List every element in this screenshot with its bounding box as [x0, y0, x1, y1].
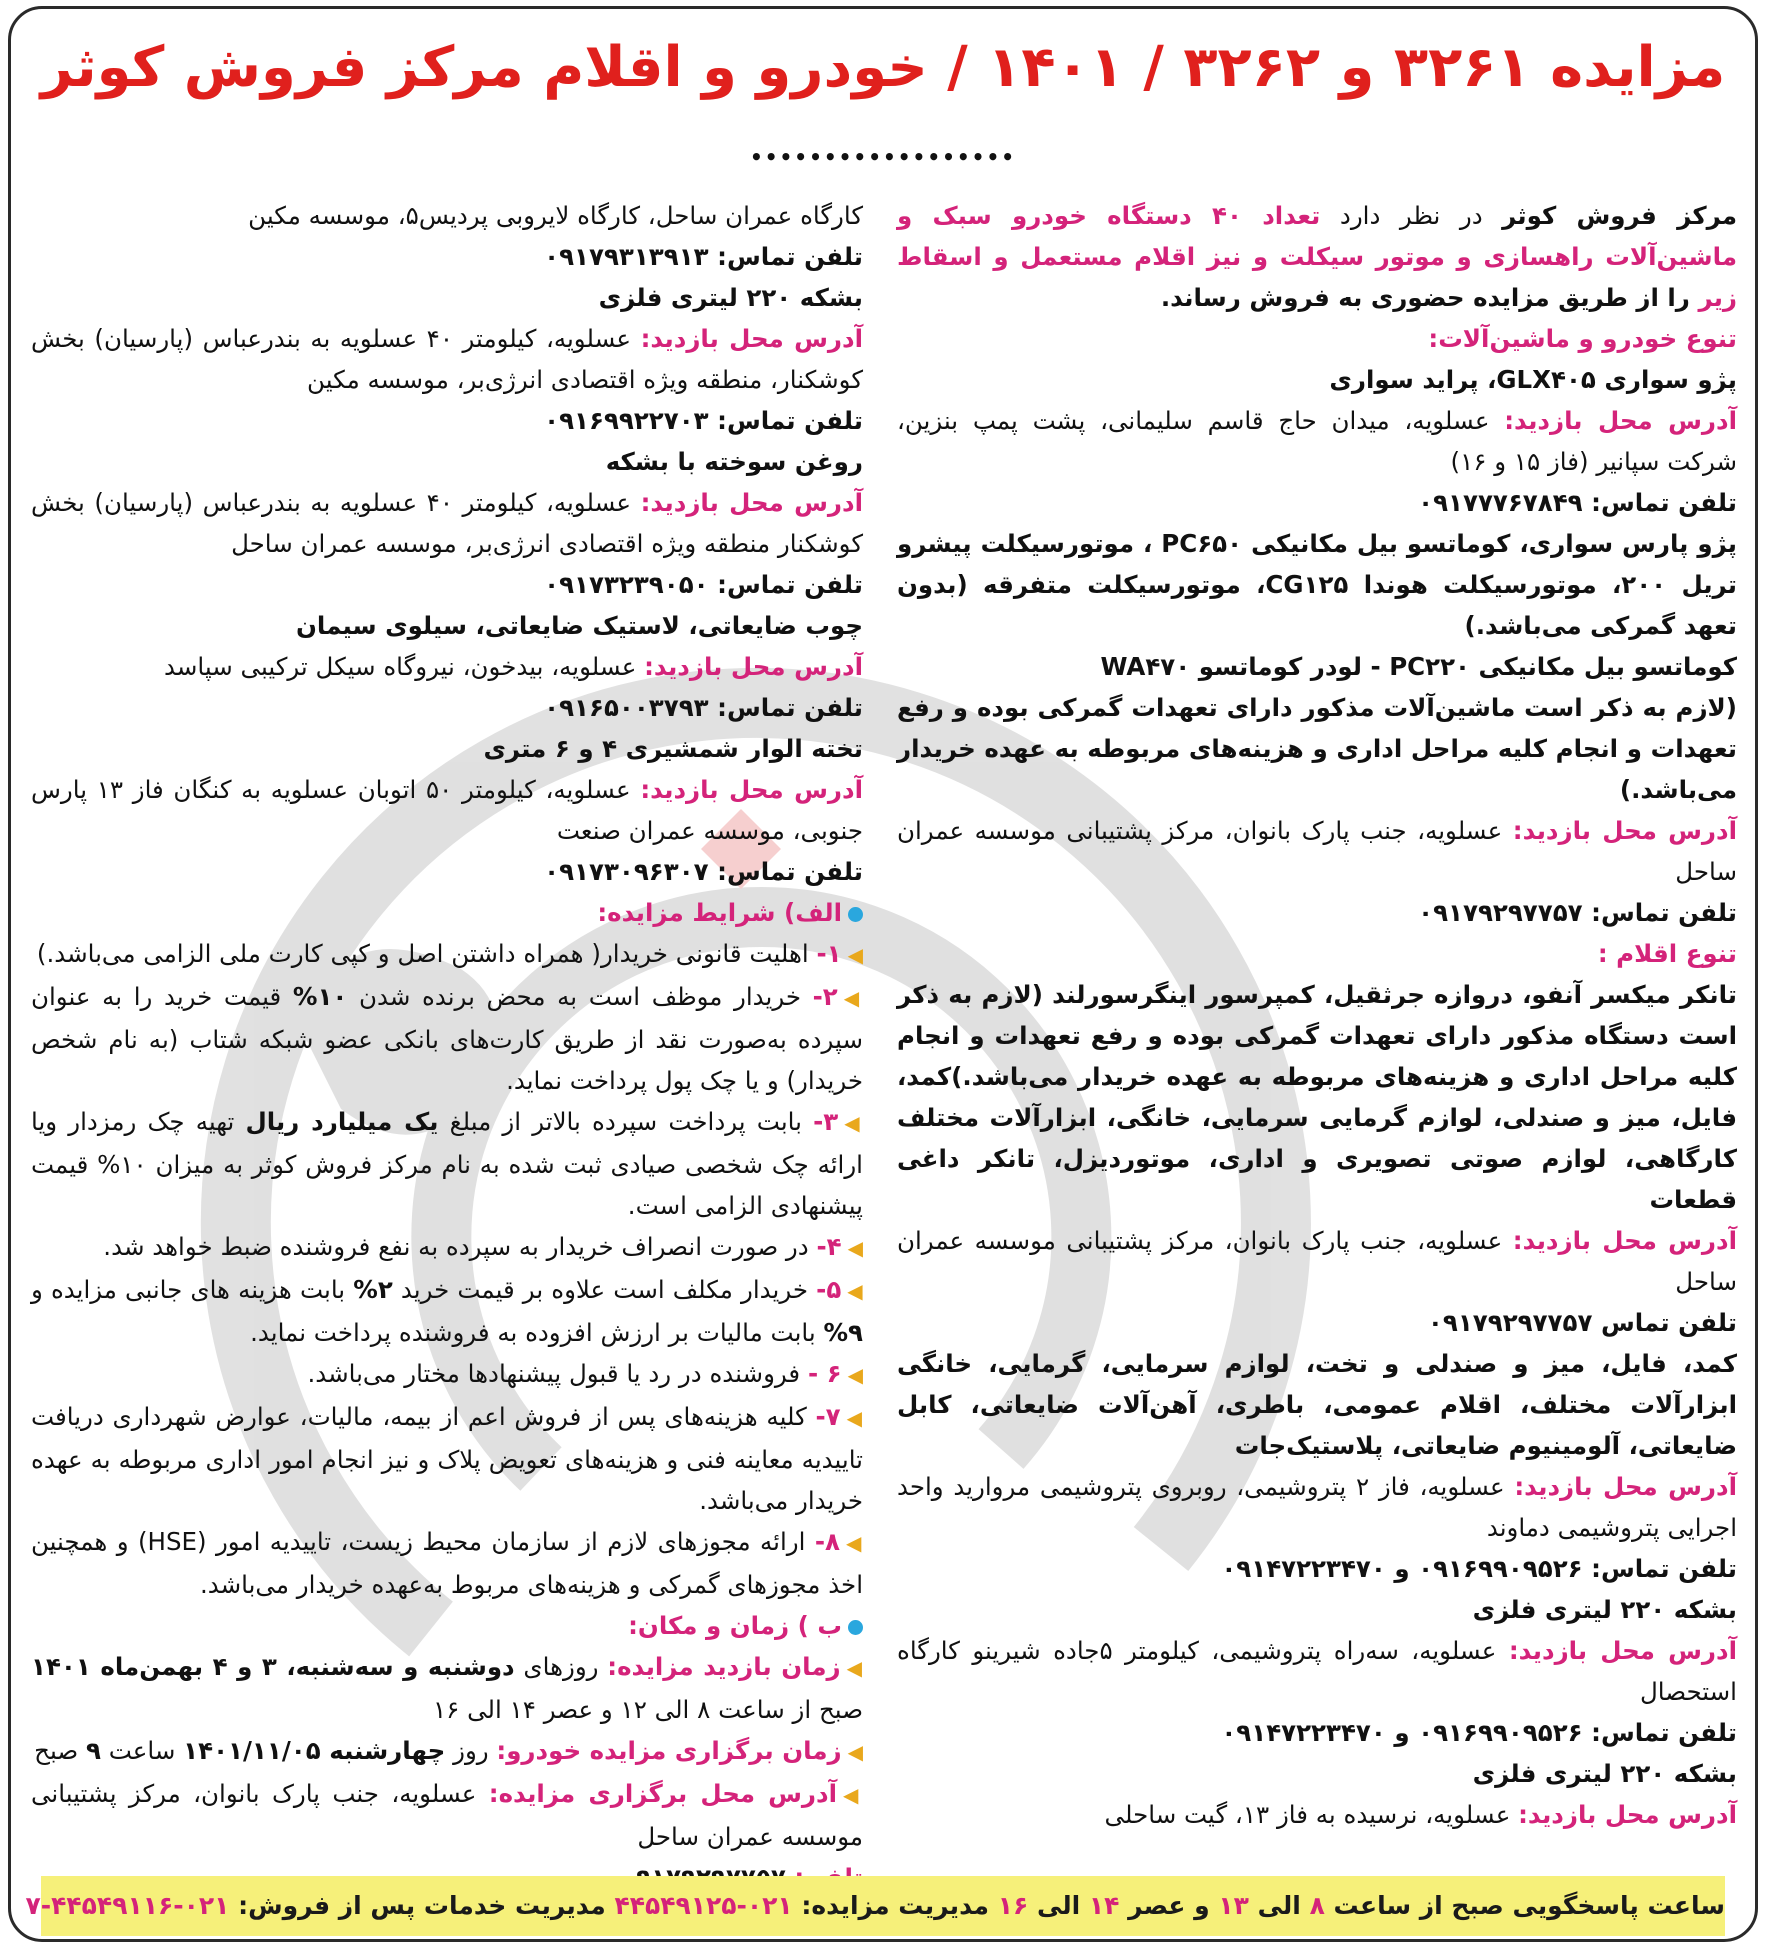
item-group-address: آدرس محل بازدید: عسلویه، کیلومتر ۵۰ اتوبان عسلویه به کنگان فاز ۱۳ پارس جنوبی، موسسه عمران صنعت [31, 775, 863, 845]
vehicle-group-address: آدرس محل بازدید: عسلویه، میدان حاج قاسم سلیمانی، پشت پمپ بنزین، شرکت سپانیر (فاز ۱۵ و ۱۶) [897, 406, 1737, 476]
vehicle-group-title: کوماتسو بیل مکانیکی PC۲۲۰ - لودر کوماتسو WA۴۷۰ [1100, 652, 1737, 681]
triangle-bullet-icon: ◀ [844, 1111, 863, 1135]
intro-lead: مرکز فروش کوثر [1502, 201, 1737, 230]
vehicle-group-note: (لازم به ذکر است ماشین‌آلات مذکور دارای تعهدات گمرکی بوده و رفع تعهدات و انجام کلیه مراحل اداری و هزینه‌های مربوطه به عهده خریدار می‌باشد.) [897, 693, 1737, 804]
condition-item: ◀۸- ارائه مجوزهای لازم از سازمان محیط زیست، تاییدیه امور (HSE) و همچنین اخذ مجوزهای گمرکی و هزینه‌های مربوط به‌عهده خریدار می‌باشد. [31, 1527, 863, 1599]
bullet-dot-icon [848, 1620, 863, 1635]
vehicle-group-phone: تلفن تماس: ۰۹۱۷۹۲۹۷۷۵۷ [1418, 898, 1737, 927]
item-group-address: آدرس محل بازدید: عسلویه، سه‌راه پتروشیمی، کیلومتر ۵جاده شیرینو کارگاه استحصال [897, 1636, 1737, 1706]
item-group-title: چوب ضایعاتی، لاستیک ضایعاتی، سیلوی سیمان [295, 611, 863, 640]
item-group-title: بشکه ۲۲۰ لیتری فلزی [1472, 1759, 1737, 1788]
item-group-title: روغن سوخته با بشکه [605, 447, 863, 476]
page-title: مزایده ۳۲۶۱ و ۳۲۶۲ / ۱۴۰۱ / خودرو و اقلام مرکز فروش کوثر [40, 35, 1726, 100]
condition-item: ◀۶ - فروشنده در رد یا قبول پیشنهادها مختار می‌باشد. [307, 1359, 863, 1388]
intro-paragraph [897, 195, 1737, 318]
item-group-address: آدرس محل بازدید: عسلویه، بیدخون، نیروگاه سیکل ترکیبی سپاسد [163, 652, 863, 681]
item-group-phone: تلفن تماس: ۰۹۱۷۳۲۳۹۰۵۰ [544, 570, 863, 599]
vehicle-group-address: آدرس محل بازدید: عسلویه، جنب پارک بانوان، مرکز پشتیبانی موسسه عمران ساحل [897, 816, 1737, 886]
footer-bar: ساعت پاسخگویی صبح از ساعت ۸ الی ۱۳ و عصر ۱۴ الی ۱۶ مدیریت مزایده: ۰۲۱-۴۴۵۴۹۱۲۵ مدیریت خدمات پس از فروش: ۰۲۱-۴۴۵۴۹۱۱۶-۷ [41, 1876, 1725, 1936]
item-group-address: آدرس محل بازدید: عسلویه، کیلومتر ۴۰ عسلویه به بندرعباس (پارسیان) بخش کوشکنار منطقه ویژه اقتصادی انرژی‌بر، موسسه عمران ساحل [31, 488, 863, 558]
triangle-bullet-icon: ◀ [843, 986, 863, 1010]
triangle-bullet-icon: ◀ [845, 1531, 863, 1555]
item-group-title: کمد، فایل، میز و صندلی و تخت، لوازم سرمایی، گرمایی، خانگی ابزارآلات مختلف، اقلام عمومی، باطری، آهن‌آلات ضایعاتی، کابل ضایعاتی، آلومینیوم ضایعاتی، پلاستیک‌جات [897, 1349, 1737, 1460]
triangle-bullet-icon: ◀ [843, 1783, 863, 1807]
item-group-title: تخته الوار شمشیری ۴ و ۶ متری [483, 734, 863, 763]
item-group-phone: تلفن تماس: ۰۹۱۷۹۳۱۳۹۱۳ [544, 242, 863, 271]
title-divider: •••••••••••••••••• [749, 145, 1017, 169]
right-column [897, 195, 1737, 1845]
schedule-hold: ◀زمان برگزاری مزایده خودرو: روز چهارشنبه ۱۴۰۱/۱۱/۰۵ ساعت ۹ صبح [34, 1736, 863, 1765]
item-group-phone: تلفن تماس: ۰۹۱۶۹۹۲۲۷۰۳ [544, 406, 863, 435]
item-group-title: تانکر میکسر آنفو، دروازه جرثقیل، کمپرسور اینگرسورلند (لازم به ذکر است دستگاه مذکور دارای تعهدات گمرکی بوده و رفع تعهدات و انجام کلیه مراحل اداری و هزینه‌های مربوطه به عهده خریدار می‌باشد.)کمد، فایل، میز و صندلی، لوازم گرمایی سرمایی، خانگی، ابزارآلات مختلف کارگاهی، لوازم صوتی تصویری و اداری، موتوردیزل، تانکر داغی قطعات [897, 980, 1737, 1214]
vehicle-group-title: پژو پارس سواری، کوماتسو بیل مکانیکی PC۶۵۰ ، موتورسیکلت پیشرو تریل ۲۰۰، موتورسیکلت هوندا CG۱۲۵، موتورسیکلت متفرقه (بدون تعهد گمرکی می‌باشد.) [897, 529, 1738, 640]
item-group-address: آدرس محل بازدید: عسلویه، نرسیده به فاز ۱۳، گیت ساحلی [1104, 1800, 1737, 1829]
auction-management-phone: ۰۲۱-۴۴۵۴۹۱۲۵ [614, 1891, 793, 1920]
condition-item: ◀۵- خریدار مکلف است علاوه بر قیمت خرید ۲% بابت هزینه های جانبی مزایده و ۹% بابت مالیات بر ارزش افزوده به فروشنده پرداخت نماید. [31, 1275, 863, 1347]
vehicle-group-title: پژو سواری GLX۴۰۵، پراید سواری [1329, 365, 1737, 394]
schedule-place: ◀آدرس محل برگزاری مزایده: عسلویه، جنب پارک بانوان، مرکز پشتیبانی موسسه عمران ساحل [31, 1779, 863, 1851]
vehicle-group-phone: تلفن تماس: ۰۹۱۷۷۷۶۷۸۴۹ [1418, 488, 1737, 517]
schedule-heading: ب ) زمان و مکان: [31, 1605, 863, 1646]
condition-item: ◀۳- بابت پرداخت سپرده بالاتر از مبلغ یک میلیارد ریال تهیه چک رمزدار ویا ارائه چک شخصی صیادی ثبت شده به نام مرکز فروش کوثر به میزان ۱۰% قیمت پیشنهادی الزامی است. [31, 1107, 863, 1220]
bullet-dot-icon [848, 907, 863, 922]
item-group-title: بشکه ۲۲۰ لیتری فلزی [598, 283, 863, 312]
item-group-phone: تلفن تماس: ۰۹۱۶۵۰۰۳۷۹۳ [544, 693, 863, 722]
intro-text-1: در نظر دارد [1320, 201, 1503, 230]
after-sales-phone: ۰۲۱-۴۴۵۴۹۱۱۶-۷ [25, 1891, 230, 1920]
conditions-heading: الف) شرایط مزایده: [31, 892, 863, 933]
triangle-bullet-icon: ◀ [847, 943, 863, 967]
condition-item: ◀۷- کلیه هزینه‌های پس از فروش اعم از بیمه، مالیات، عوارض شهرداری دریافت تاییدیه معاینه فنی و هزینه‌های تعویض پلاک و نیز انجام امور اداری مربوطه به عهده خریدار می‌باشد. [31, 1402, 863, 1515]
item-group-address: آدرس محل بازدید: عسلویه، فاز ۲ پتروشیمی، روبروی پتروشیمی مروارید واحد اجرایی پتروشیمی دماوند [897, 1472, 1737, 1542]
item-group-address-cont: کارگاه عمران ساحل، کارگاه لایروبی پردیس۵، موسسه مکین [248, 201, 863, 230]
condition-item: ◀۲- خریدار موظف است به محض برنده شدن ۱۰% قیمت خرید را به عنوان سپرده به‌صورت نقد از طریق کارت‌های بانکی عضو شبکه شتاب (به نام شخص خریدار) و یا چک پول پرداخت نماید. [31, 982, 863, 1095]
left-column [31, 195, 863, 1851]
triangle-bullet-icon: ◀ [846, 1656, 863, 1680]
vehicles-heading: تنوع خودرو و ماشین‌آلات: [1428, 324, 1737, 353]
item-group-address: آدرس محل بازدید: عسلویه، کیلومتر ۴۰ عسلویه به بندرعباس (پارسیان) بخش کوشکنار، منطقه ویژه اقتصادی انرژی‌بر، موسسه مکین [31, 324, 863, 394]
triangle-bullet-icon: ◀ [847, 1740, 863, 1764]
triangle-bullet-icon: ◀ [846, 1406, 863, 1430]
item-group-address: آدرس محل بازدید: عسلویه، جنب پارک بانوان، مرکز پشتیبانی موسسه عمران ساحل [897, 1226, 1737, 1296]
notice-frame [8, 6, 1758, 1942]
item-group-phone: تلفن تماس ۰۹۱۷۹۲۹۷۷۵۷ [1427, 1308, 1737, 1337]
item-group-phone: تلفن تماس: ۰۹۱۶۹۹۰۹۵۲۶ و ۰۹۱۴۷۲۲۳۴۷۰ [1221, 1718, 1737, 1747]
item-group-title: بشکه ۲۲۰ لیتری فلزی [1472, 1595, 1737, 1624]
condition-item: ◀۴- در صورت انصراف خریدار به سپرده به نفع فروشنده ضبط خواهد شد. [103, 1232, 863, 1261]
item-group-phone: تلفن تماس: ۰۹۱۷۳۰۹۶۳۰۷ [544, 857, 863, 886]
intro-highlight: تعداد ۴۰ دستگاه خودرو سبک و ماشین‌آلات راهسازی و موتور سیکلت و نیز اقلام مستعمل و اسقاط زیر [897, 201, 1737, 312]
triangle-bullet-icon: ◀ [847, 1363, 863, 1387]
item-group-phone: تلفن تماس: ۰۹۱۶۹۹۰۹۵۲۶ و ۰۹۱۴۷۲۲۳۴۷۰ [1221, 1554, 1737, 1583]
condition-item: ◀۱- اهلیت قانونی خریدار( همراه داشتن اصل و کپی کارت ملی الزامی می‌باشد.) [36, 939, 863, 968]
items-heading: تنوع اقلام : [1597, 939, 1737, 968]
triangle-bullet-icon: ◀ [847, 1279, 863, 1303]
intro-text-2: را از طریق مزایده حضوری به فروش رساند. [1160, 283, 1699, 312]
schedule-visit: ◀زمان بازدید مزایده: روزهای دوشنبه و سه‌شنبه، ۳ و ۴ بهمن‌ماه ۱۴۰۱ صبح از ساعت ۸ الی ۱۲ و عصر ۱۴ الی ۱۶ [31, 1652, 863, 1724]
triangle-bullet-icon: ◀ [847, 1236, 863, 1260]
